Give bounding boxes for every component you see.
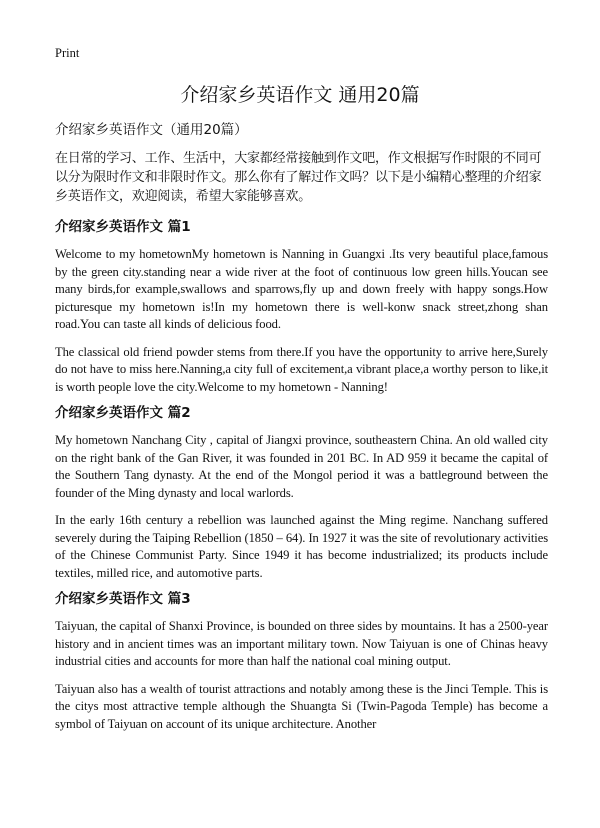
section-2-paragraph-2: In the early 16th century a rebellion was launched against the Ming regime. Nanchang suffered severely during the Taiping Rebellion (1850 – 64). In 1927 it was the site of revolutionary activities of the Chinese Communist Party. Since 1949 it has become industrialized; its products include textiles, milled rice, and automotive parts. xyxy=(55,513,548,580)
section-heading-1: 介绍家乡英语作文 篇1 xyxy=(55,219,191,235)
section-heading-2: 介绍家乡英语作文 篇2 xyxy=(55,405,191,421)
section-heading-3: 介绍家乡英语作文 篇3 xyxy=(55,591,191,607)
document-title: 介绍家乡英语作文 通用20篇 xyxy=(180,84,420,106)
intro-paragraph: 在日常的学习、工作、生活中，大家都经常接触到作文吧，作文根据写作时限的不同可以分为限时作文和非限时作文。那么你有了解过作文吗？以下是小编精心整理的介绍家乡英语作文，欢迎阅读，希望大家能够喜欢。 xyxy=(55,151,542,204)
section-1-paragraph-2: The classical old friend powder stems from there.If you have the opportunity to arrive here,Surely do not have to miss here.Nanning,a city full of excitement,a vibrant place,a worthy person to like,it is worth people love the city.Welcome to my hometown - Nanning! xyxy=(55,344,548,394)
document-body xyxy=(55,120,548,743)
document-subtitle: 介绍家乡英语作文（通用20篇） xyxy=(55,122,248,138)
section-1-paragraph-1: Welcome to my hometownMy hometown is Nanning in Guangxi .Its very beautiful place,famous by the green city.standing near a wide river at the foot of continuous low green hills.Youcan see many birds,for example,swallows and sparrows,fly up and down freely with happy songs.How picturesque my hometown is!In my hometown there is well-konw snack street,zhong shan road.You can taste all kinds of delicious food. xyxy=(55,247,548,331)
print-link[interactable]: Print xyxy=(55,46,80,60)
section-3-paragraph-2: Taiyuan also has a wealth of tourist attractions and notably among these is the Jinci Temple. This is the citys most attractive temple although the Shuangta Si (Twin-Pagoda Temple) has become a symbol of Taiyuan on account of its unique architecture. Another xyxy=(55,681,548,731)
section-3-paragraph-1: Taiyuan, the capital of Shanxi Province, is bounded on three sides by mountains. It has a 2500-year history and in ancient times was an important military town. Now Taiyuan is one of Chinas heavy industrial cities and accounts for more than half the national coal mining output. xyxy=(55,619,548,668)
section-2-paragraph-1: My hometown Nanchang City , capital of Jiangxi province, southeastern China. An old walled city on the right bank of the Gan River, it was founded in 201 BC. In AD 959 it became the capital of the Southern Tang dynasty. At the end of the Mongol period it was a battleground between the founder of the Ming dynasty and local warlords. xyxy=(55,433,548,500)
